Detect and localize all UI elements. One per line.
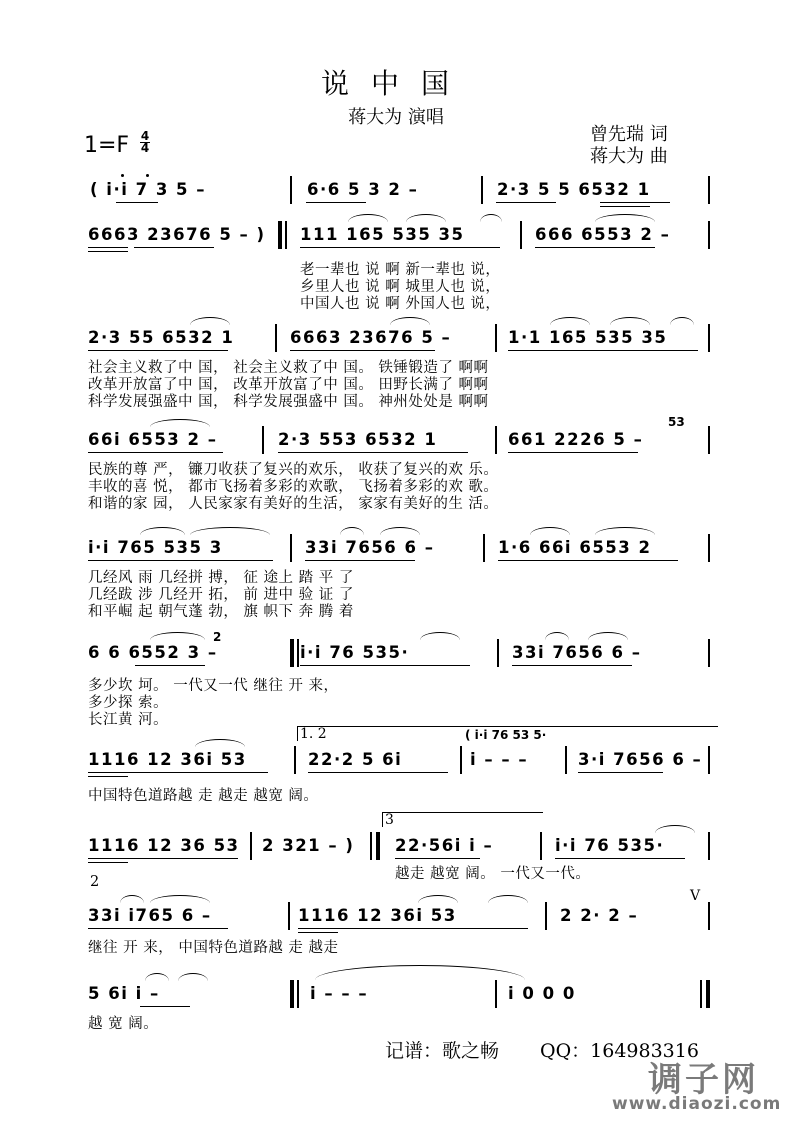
- bar-line: [495, 324, 497, 352]
- slur-mark: [195, 739, 245, 747]
- lyrics-verse-2: 多少探 索。: [88, 695, 169, 711]
- slur-mark: [670, 317, 694, 325]
- measure-notes: 33i i765 6 –: [88, 906, 212, 925]
- bar-line: [708, 176, 710, 204]
- volta-label: 1. 2: [300, 726, 327, 742]
- lyrics-verse-2: 改革开放富了中 国， 改革开放富了中 国。 田野长满了 啊啊: [88, 377, 489, 393]
- lyrics-verse: [300, 262, 500, 313]
- measure-notes: i·i 76 535·: [300, 643, 410, 662]
- beam-line: [88, 858, 238, 859]
- cue-notes: ( i·i 76 53 5·: [465, 728, 547, 742]
- composer-credit: 蒋大为 曲: [590, 146, 668, 167]
- measure-notes: 22·56i i –: [395, 836, 494, 855]
- bar-line: [708, 221, 710, 249]
- bar-line: [262, 426, 264, 454]
- bar-line: [483, 534, 485, 562]
- measure-notes: 33i 7656 6 –: [512, 643, 642, 662]
- slur-mark: [380, 527, 420, 535]
- beam-line: [298, 932, 338, 933]
- measure-notes: 666 6553 2 –: [535, 225, 671, 244]
- bar-line: [495, 980, 497, 1008]
- time-signature-bottom: 4: [140, 141, 150, 155]
- measure-notes: 5 6i i –: [88, 984, 160, 1003]
- beam-line: [88, 247, 128, 248]
- beam-line: [555, 858, 685, 859]
- beam-line: [300, 247, 500, 248]
- beam-line: [140, 1006, 190, 1007]
- bar-line: [708, 534, 710, 562]
- key-signature: 1=F: [84, 133, 130, 158]
- repeat-start-bar: [278, 221, 282, 249]
- slur-mark: [348, 214, 388, 222]
- final-bar-thin: [700, 980, 702, 1008]
- beam-line: [600, 206, 650, 207]
- beam-line: [88, 928, 228, 929]
- lyrics-verse: 继往 开 来， 中国特色道路越 走 越走: [88, 940, 339, 956]
- bar-line: [708, 902, 710, 930]
- repeat-start-bar: [290, 980, 294, 1008]
- slur-mark: [406, 214, 446, 222]
- bar-line: [708, 639, 710, 667]
- lyrics-verse: [88, 462, 498, 513]
- slur-mark: [178, 973, 208, 981]
- measure-notes: 111 165 535 35: [300, 225, 465, 244]
- bar-line: [288, 902, 290, 930]
- slur-mark: [145, 973, 169, 981]
- measure-notes: 1·1 165 535 35: [508, 328, 668, 347]
- beam-line: [498, 560, 678, 561]
- lyrics-verse: [88, 678, 339, 729]
- grace-notes: 2: [213, 630, 222, 644]
- lyrics-verse-1: 多少坎 坷。 一代又一代 继往 开 来，: [88, 678, 339, 694]
- beam-line: [116, 202, 158, 203]
- bar-line: [481, 176, 483, 204]
- watermark-url: www.diaozi.com: [612, 1094, 782, 1114]
- slur-mark: [340, 527, 364, 535]
- beam-line: [395, 858, 480, 859]
- beam-line: [496, 202, 556, 203]
- repeat-start-bar-thin: [297, 639, 299, 667]
- measure-notes: i – – –: [470, 750, 529, 769]
- slur-mark: [150, 895, 210, 903]
- time-signature: [140, 131, 150, 154]
- bar-line: [708, 324, 710, 352]
- lyrics-verse: [88, 360, 489, 411]
- slur-mark: [588, 632, 628, 640]
- measure-notes: 6663 23676 5 –: [290, 328, 452, 347]
- lyrics-verse: [88, 570, 354, 621]
- bar-line: [250, 832, 252, 860]
- slur-mark: [550, 317, 590, 325]
- slur-mark: [595, 214, 655, 222]
- slur-mark: [418, 895, 458, 903]
- slur-mark: [595, 527, 655, 535]
- measure-notes: 661 2226 5 –: [508, 430, 644, 449]
- high-octave-dot: [121, 174, 124, 177]
- time-signature-top: 4: [140, 129, 150, 143]
- beam-line: [88, 776, 128, 777]
- slur-mark: [480, 214, 502, 222]
- repeat-end-bar: [376, 832, 380, 860]
- lyrics-verse-2: 乡里人也 说 啊 城里人也 说，: [300, 279, 501, 295]
- bar-line: [708, 746, 710, 774]
- bar-line: [520, 221, 522, 249]
- measure-notes: i – – –: [310, 984, 369, 1003]
- measure-notes: 2·3 553 6532 1: [278, 430, 438, 449]
- measure-notes: 22·2 5 6i: [308, 750, 403, 769]
- repeat-start-bar: [290, 639, 294, 667]
- beam-line: [508, 452, 638, 453]
- slur-mark: [150, 632, 205, 640]
- beam-line: [290, 350, 435, 351]
- measure-notes: i 0 0 0: [508, 984, 576, 1003]
- measure-notes: 6·6 5 3 2 –: [307, 180, 419, 199]
- volta-bracket: [382, 812, 543, 827]
- beam-line: [305, 560, 415, 561]
- beam-line: [278, 452, 468, 453]
- lyrics-verse-1: 老一辈也 说 啊 新一辈也 说，: [300, 262, 501, 278]
- lyrics-verse-3: 中国人也 说 啊 外国人也 说，: [300, 296, 501, 312]
- lyrics-verse-1: 越 宽 阔。: [88, 1016, 159, 1032]
- bar-line: [460, 746, 462, 774]
- bar-line: [540, 832, 542, 860]
- lyrics-verse-1: 社会主义救了中 国， 社会主义救了中 国。 铁锤锻造了 啊啊: [88, 360, 489, 376]
- bar-line: [545, 902, 547, 930]
- high-octave-dot: [146, 174, 149, 177]
- lyrics-alt-marker: 2: [90, 874, 100, 890]
- measure-notes: 1116 12 36i 53: [298, 906, 457, 925]
- beam-line: [88, 452, 223, 453]
- lyrics-verse: 越走 越宽 阔。 一代又一代。: [395, 866, 591, 882]
- bar-line: [290, 534, 292, 562]
- measure-notes: 6 6 6552 3 –: [88, 643, 218, 662]
- beam-line: [306, 202, 366, 203]
- slur-mark: [390, 317, 430, 325]
- beam-line: [298, 928, 528, 929]
- final-bar: [706, 980, 710, 1008]
- beam-line: [135, 665, 205, 666]
- beam-line: [535, 247, 655, 248]
- beam-line: [308, 772, 448, 773]
- lyrics-verse-1: 几经风 雨 几经拼 搏， 征 途上 踏 平 了: [88, 570, 354, 586]
- song-title: 说中国: [320, 67, 471, 100]
- transcriber-credit: 记谱：歌之畅: [385, 1040, 500, 1062]
- measure-notes: i·i 76 535·: [555, 836, 665, 855]
- slur-mark: [530, 527, 570, 535]
- lyrics-verse-1: 民族的尊 严， 镰刀收获了复兴的欢乐， 收获了复兴的欢 乐。: [88, 462, 499, 478]
- measure-notes: 6663 23676 5 – ): [88, 225, 266, 244]
- repeat-start-bar-thin: [285, 221, 287, 249]
- measure-notes: 1116 12 36 53: [88, 836, 240, 855]
- bar-line: [294, 746, 296, 774]
- repeat-end-bar-thin: [370, 832, 372, 860]
- measure-notes: 3·i 7656 6 –: [578, 750, 703, 769]
- slur-mark: [150, 419, 210, 427]
- lyrics-verse-3: 和谐的家 园， 人民家家有美好的生活， 家家有美好的生 活。: [88, 496, 499, 512]
- measure-notes: 1116 12 36i 53: [88, 750, 247, 769]
- measure-notes: 2·3 5 5 6532 1: [497, 180, 651, 199]
- lyrics-verse-3: 科学发展强盛中 国， 科学发展强盛中 国。 神州处处是 啊啊: [88, 394, 489, 410]
- lyrics-verse-3: 长江黄 河。: [88, 712, 169, 728]
- breath-mark: V: [690, 888, 701, 904]
- measure-notes: 1·6 66i 6553 2: [498, 538, 652, 557]
- slur-mark: [420, 632, 460, 640]
- lyrics-verse-2: 几经跋 涉 几经开 拓， 前 进中 验 证 了: [88, 587, 354, 603]
- slur-mark: [190, 317, 230, 325]
- slur-mark: [488, 895, 528, 903]
- beam-line: [600, 202, 670, 203]
- bar-line: [290, 176, 292, 204]
- beam-line: [512, 665, 632, 666]
- bar-line: [565, 746, 567, 774]
- measure-notes: i·i 765 535 3: [88, 538, 223, 557]
- beam-line: [134, 247, 214, 248]
- watermark-site-name: 调子网: [648, 1060, 759, 1100]
- measure-notes: 33i 7656 6 –: [305, 538, 435, 557]
- beam-line: [88, 772, 268, 773]
- bar-line: [495, 426, 497, 454]
- bar-line: [497, 639, 499, 667]
- beam-line: [508, 350, 698, 351]
- grace-notes: 53: [668, 415, 685, 429]
- slur-mark: [190, 527, 270, 535]
- lyrics-verse-2: 丰收的喜 悦， 都市飞扬着多彩的欢歌， 飞扬着多彩的欢 歌。: [88, 479, 499, 495]
- slur-mark: [120, 895, 144, 903]
- measure-notes: 2 2· 2 –: [560, 906, 639, 925]
- bar-line: [708, 832, 710, 860]
- beam-line: [578, 772, 663, 773]
- bar-line: [275, 324, 277, 352]
- lyrics-verse: [88, 1016, 158, 1033]
- measure-notes: 66i 6553 2 –: [88, 430, 218, 449]
- slur-mark: [610, 317, 650, 325]
- bar-line: [708, 426, 710, 454]
- beam-line: [88, 251, 128, 252]
- beam-line: [300, 665, 470, 666]
- slur-mark: [140, 527, 185, 535]
- lyricist-credit: 曾先瑞 词: [590, 124, 668, 145]
- measure-notes: 2 321 – ): [262, 836, 355, 855]
- slur-mark: [315, 965, 525, 980]
- lyrics-verse-3: 和平崛 起 朝气蓬 勃， 旗 帜下 奔 腾 着: [88, 604, 354, 620]
- beam-line: [88, 862, 128, 863]
- volta-label: 3: [385, 812, 394, 828]
- measure-notes: ( i·i 7 3 5 –: [90, 180, 207, 199]
- beam-line: [88, 350, 228, 351]
- beam-line: [88, 560, 273, 561]
- measure-notes: 2·3 55 6532 1: [88, 328, 235, 347]
- repeat-start-bar-thin: [297, 980, 299, 1008]
- qq-contact: QQ：164983316: [540, 1040, 699, 1062]
- lyrics-verse: 中国特色道路越 走 越走 越宽 阔。: [88, 788, 319, 804]
- singer-credit: 蒋大为 演唱: [348, 107, 444, 128]
- slur-mark: [545, 632, 569, 640]
- slur-mark: [655, 825, 695, 833]
